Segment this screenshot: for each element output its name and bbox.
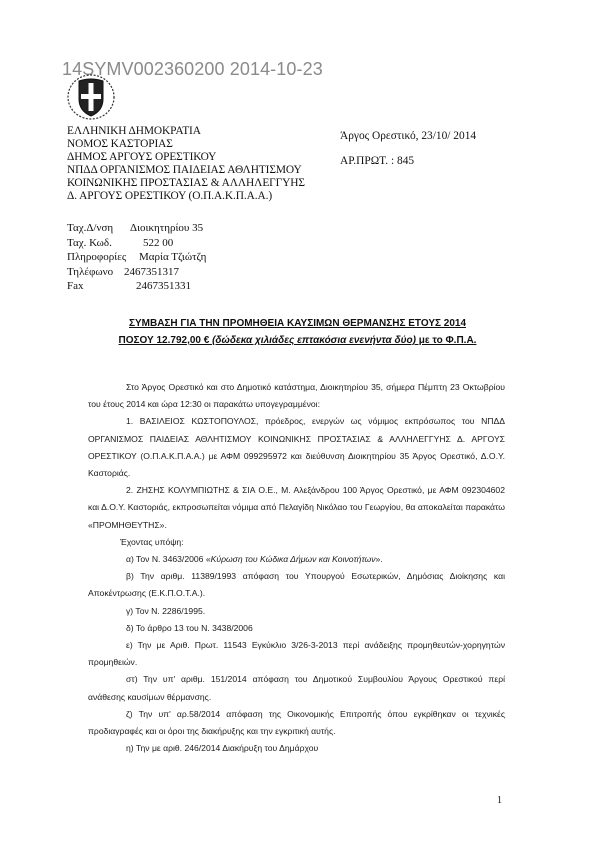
regard-item: δ) Το άρθρο 13 του Ν. 3438/2006: [126, 622, 253, 633]
contact-label: Ταχ. Κωδ.: [67, 236, 112, 249]
contact-label: Ταχ.Δ/νση: [67, 222, 114, 234]
contract-amount-value: ΠΟΣΟΥ 12.792,00 €: [118, 335, 213, 346]
contract-amount: [0, 335, 595, 346]
issuer-line: ΝΟΜΟΣ ΚΑΣΤΟΡΙΑΣ: [67, 138, 173, 150]
regard-item: ε) Την με Αριθ. Πρωτ. 11543 Εγκύκλιο 3/26-3-2013 περί ανάδειξης προμηθευτών-χορηγητών προμηθειών.: [88, 640, 505, 668]
contact-value: Διοικητηρίου 35: [130, 222, 204, 234]
having-regard-heading: Έχοντας υπόψη:: [120, 536, 184, 547]
contact-label: Πληροφορίες: [67, 251, 127, 264]
contract-body: [88, 379, 505, 757]
party-2-paragraph: 2. ΖΗΣΗΣ ΚΟΛΥΜΠΙΩΤΗΣ & ΣΙΑ Ο.Ε., Μ. Αλεξάνδρου 100 Άργος Ορεστικό, με ΑΦΜ 092304602 και Δ.Ο.Υ. Καστοριάς, εκπροσωπείται νόμιμα από Πελαγίδη Νικόλαο του Γεωργίου, θα αποκαλείται παρακάτω «ΠΡΟΜΗΘΕΥΤΗΣ».: [88, 485, 505, 530]
contract-title: ΣΥΜΒΑΣΗ ΓΙΑ ΤΗΝ ΠΡΟΜΗΘΕΙΑ ΚΑΥΣΙΜΩΝ ΘΕΡΜΑΝΣΗΣ ΕΤΟΥΣ 2014: [128, 318, 467, 329]
contact-label: Τηλέφωνο: [67, 265, 114, 278]
issuer-line: ΔΗΜΟΣ ΑΡΓΟΥΣ ΟΡΕΣΤΙΚΟΥ: [67, 151, 217, 163]
contact-value: 2467351317: [124, 265, 179, 278]
issuer-line: Δ. ΑΡΓΟΥΣ ΟΡΕΣΤΙΚΟΥ (Ο.Π.Α.Κ.Π.Α.Α.): [67, 190, 273, 202]
regard-item-emphasis: Κύρωση του Κώδικα Δήμων και Κοινοτήτων: [210, 554, 376, 565]
contact-value: Μαρία Τζιώτζη: [139, 251, 207, 264]
issuer-line: ΚΟΙΝΩΝΙΚΗΣ ΠΡΟΣΤΑΣΙΑΣ & ΑΛΛΗΛΕΓΓΥΗΣ: [67, 177, 305, 189]
regard-item-text: ».: [375, 554, 383, 565]
contact-label: Fax: [67, 280, 84, 293]
issuer-line: ΝΠΔΔ ΟΡΓΑΝΙΣΜΟΣ ΠΑΙΔΕΙΑΣ ΑΘΛΗΤΙΣΜΟΥ: [67, 164, 302, 176]
greek-coat-of-arms-icon: [66, 73, 116, 121]
page-number: 1: [497, 795, 502, 806]
intro-paragraph: Στο Άργος Ορεστικό και στο Δημοτικό κατάστημα, Διοικητηρίου 35, σήμερα Πέμπτη 23 Οκτωβρίου του έτους 2014 και ώρα 12:30 οι παρακάτω υπογεγραμμένοι:: [88, 382, 505, 410]
issuer-line: ΕΛΛΗΝΙΚΗ ΔΗΜΟΚΡΑΤΙΑ: [67, 125, 201, 137]
contract-amount-words: (δώδεκα χιλιάδες επτακόσια ενενήντα δύο): [212, 335, 416, 346]
issuer-block: [67, 125, 305, 203]
document-watermark-id: 14SYMV002360200 2014-10-23: [62, 59, 323, 79]
regard-item: β) Την αριθμ. 11389/1993 απόφαση του Υπουργού Εσωτερικών, Δημόσιας Διοίκησης και Αποκέντρωσης (Ε.Κ.Π.Ο.Τ.Α.).: [88, 571, 505, 599]
contact-value: 522 00: [143, 236, 174, 249]
regard-item: η) Την με αριθ. 246/2014 Διακήρυξη του Δημάρχου: [126, 743, 319, 754]
regard-item: ζ) Την υπ' αρ.58/2014 απόφαση της Οικονομικής Επιτροπής όπου εγκρίθηκαν οι τεχνικές προδιαγραφές και οι όροι της διακήρυξης και την εγκριτική αυτής.: [88, 708, 505, 737]
party-1-paragraph: 1. ΒΑΣΙΛΕΙΟΣ ΚΩΣΤΟΠΟΥΛΟΣ, πρόεδρος, ενεργών ως νόμιμος εκπρόσωπος του ΝΠΔΔ ΟΡΓΑΝΙΣΜΟΣ ΠΑΙΔΕΙΑΣ ΑΘΛΗΤΙΣΜΟΥ ΚΟΙΝΩΝΙΚΗΣ ΠΡΟΣΤΑΣΙΑΣ & ΑΛΛΗΛΕΓΓΥΗΣ Δ. ΑΡΓΟΥΣ ΟΡΕΣΤΙΚΟΥ (Ο.Π.Α.Κ.Π.Α.Α.) με ΑΦΜ 099295972 και διεύθυνση Διοικητηρίου 35 Άργος Ορεστικό, Δ.Ο.Υ. Καστοριάς.: [88, 416, 505, 479]
protocol-number: ΑΡ.ΠΡΩΤ. : 845: [340, 155, 415, 167]
document-date: Άργος Ορεστικό, 23/10/ 2014: [340, 130, 477, 142]
regard-item-text: α) Τον Ν. 3463/2006 «: [126, 554, 211, 565]
regard-item: στ) Την υπ' αριθμ. 151/2014 απόφαση του Δημοτικού Συμβουλίου Άργους Ορεστικού περί ανάθεσης καυσίμων θέρμανσης.: [88, 674, 505, 702]
regard-item: γ) Τον Ν. 2286/1995.: [126, 605, 206, 616]
contract-amount-vat: με το Φ.Π.Α.: [415, 335, 477, 346]
contact-value: 2467351331: [136, 280, 191, 293]
regard-item: [88, 551, 505, 568]
